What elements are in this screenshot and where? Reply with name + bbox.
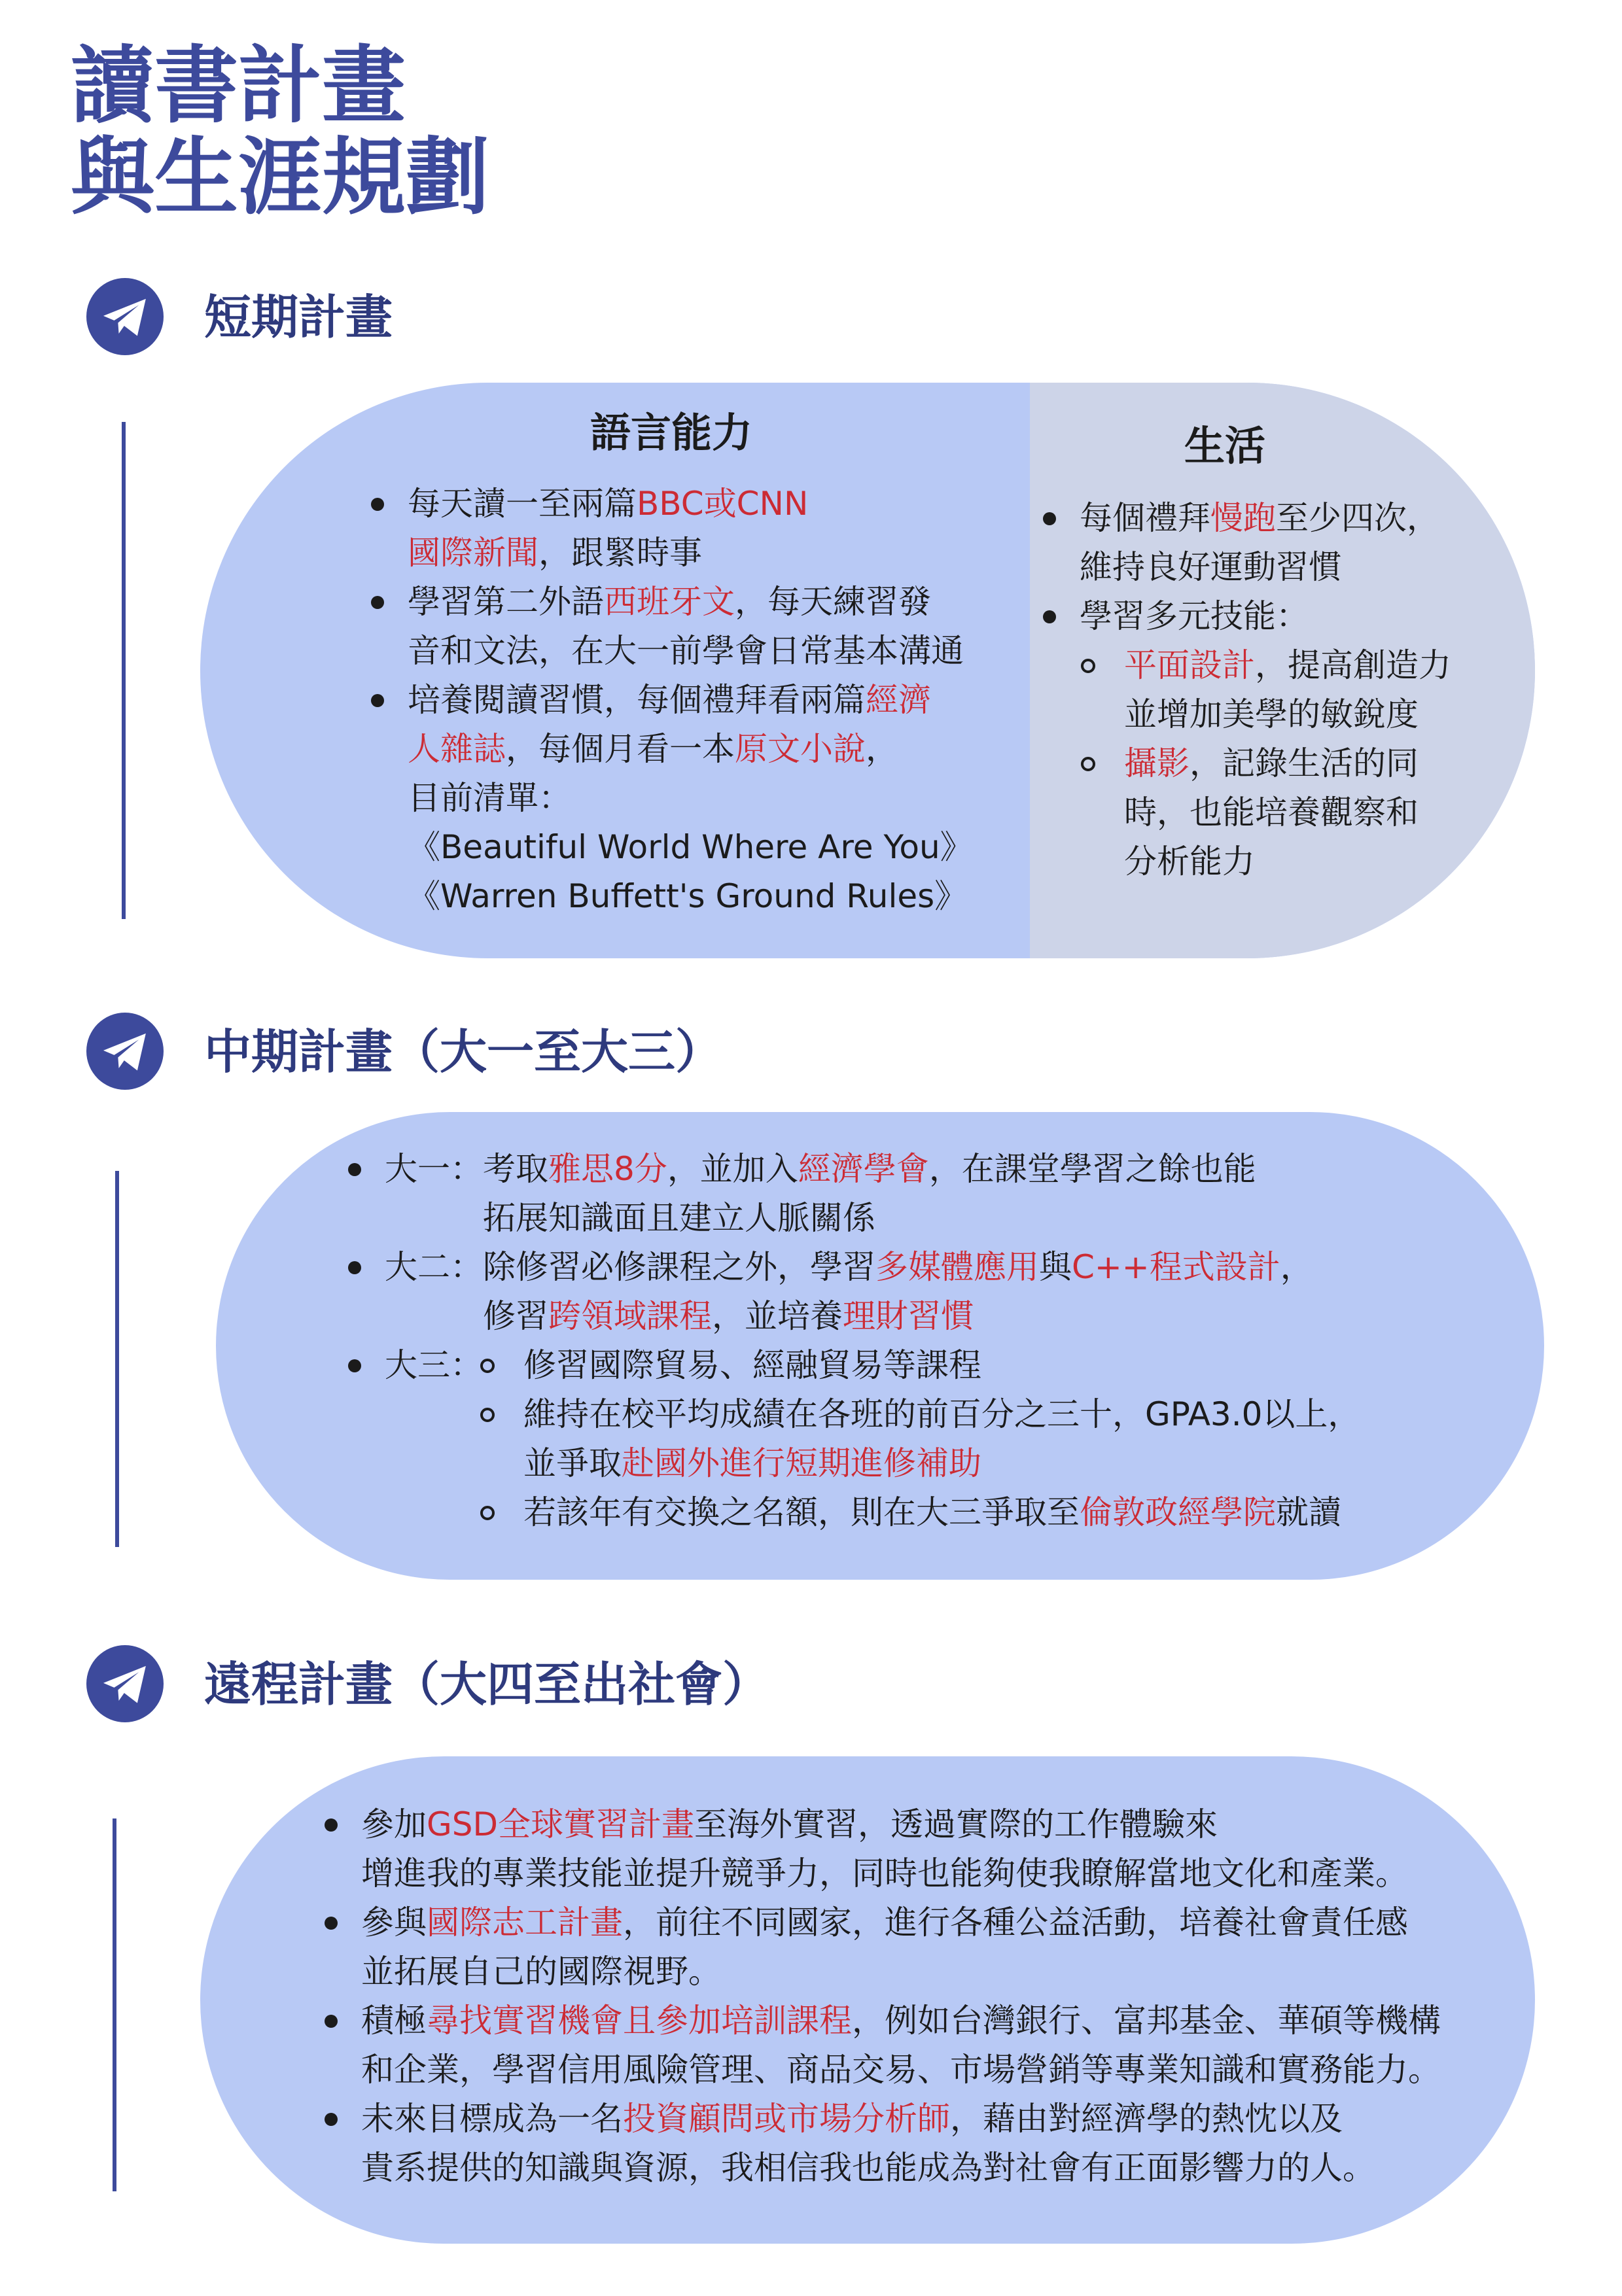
book-title: 《Beautiful World Where Are You》 bbox=[408, 828, 973, 866]
life-title: 生活 bbox=[1184, 422, 1266, 470]
section-divider bbox=[113, 1818, 116, 2191]
page-title-line-1: 讀書計畫 bbox=[71, 37, 406, 135]
paper-plane-icon bbox=[86, 278, 164, 355]
short-term-heading: 短期計畫 bbox=[204, 290, 393, 345]
list-item: 培養閱讀習慣，每個禮拜看兩篇經濟 人雜誌，每個月看一本原文小說， 目前清單： 《Beautiful World Where Are You》 《Warren Buffett's Ground Rules》 bbox=[368, 676, 973, 921]
paper-plane-icon bbox=[86, 1645, 164, 1722]
list-item: 大二： 除修習必修課程之外，學習多媒體應用與C++程式設計， 修習跨領域課程，並培養理財習慣 bbox=[345, 1243, 1360, 1341]
list-item: 平面設計，提高創造力 並增加美學的敏銳度 bbox=[1078, 641, 1451, 739]
list-item: 未來目標成為一名投資顧問或市場分析師，藉由對經濟學的熱忱以及 貴系提供的知識與資源，我相信我也能成為對社會有正面影響力的人。 bbox=[322, 2095, 1441, 2193]
list-item: 大三： 修習國際貿易、經融貿易等課程 維持在校平均成績在各班的前百分之三十，GPA3.0以上， 並爭取赴國外進行短期進修補助 若該年有交換之名額，則在大三爭取至倫敦政經學院就讀 bbox=[345, 1341, 1360, 1537]
mid-term-list bbox=[345, 1145, 1360, 1537]
page-title-line-2: 與生涯規劃 bbox=[71, 129, 490, 226]
section-divider bbox=[122, 422, 126, 919]
list-item: 參加GSD全球實習計畫至海外實習，透過實際的工作體驗來 增進我的專業技能並提升競爭力，同時也能夠使我瞭解當地文化和產業。 bbox=[322, 1800, 1441, 1898]
list-item: 維持在校平均成績在各班的前百分之三十，GPA3.0以上， 並爭取赴國外進行短期進修補助 bbox=[478, 1390, 1360, 1488]
paper-plane-icon bbox=[86, 1013, 164, 1090]
long-term-list bbox=[322, 1800, 1441, 2193]
list-item: 每個禮拜慢跑至少四次， 維持良好運動習慣 bbox=[1040, 494, 1451, 592]
list-item: 每天讀一至兩篇BBC或CNN 國際新聞，跟緊時事 bbox=[368, 479, 973, 578]
list-item: 攝影，記錄生活的同 時，也能培養觀察和 分析能力 bbox=[1078, 739, 1451, 886]
mid-term-heading: 中期計畫（大一至大三） bbox=[204, 1024, 723, 1079]
life-list bbox=[1040, 494, 1451, 886]
language-title: 語言能力 bbox=[590, 409, 753, 457]
book-title: 《Warren Buffett's Ground Rules》 bbox=[408, 877, 968, 915]
list-item: 若該年有交換之名額，則在大三爭取至倫敦政經學院就讀 bbox=[478, 1488, 1360, 1537]
list-item: 修習國際貿易、經融貿易等課程 bbox=[478, 1341, 1360, 1390]
list-item: 學習第二外語西班牙文，每天練習發 音和文法，在大一前學會日常基本溝通 bbox=[368, 578, 973, 676]
section-divider bbox=[115, 1171, 119, 1547]
language-list bbox=[368, 479, 973, 921]
list-item: 大一： 考取雅思8分，並加入經濟學會，在課堂學習之餘也能 拓展知識面且建立人脈關係 bbox=[345, 1145, 1360, 1243]
long-term-heading: 遠程計畫（大四至出社會） bbox=[204, 1657, 770, 1712]
list-item: 積極尋找實習機會且參加培訓課程，例如台灣銀行、富邦基金、華碩等機構 和企業，學習信用風險管理、商品交易、市場營銷等專業知識和實務能力。 bbox=[322, 1996, 1441, 2095]
list-item: 學習多元技能： 平面設計，提高創造力 並增加美學的敏銳度 攝影，記錄生活的同 時，也能培養觀察和 分析能力 bbox=[1040, 592, 1451, 886]
list-item: 參與國際志工計畫，前往不同國家，進行各種公益活動，培養社會責任感 並拓展自己的國際視野。 bbox=[322, 1898, 1441, 1996]
